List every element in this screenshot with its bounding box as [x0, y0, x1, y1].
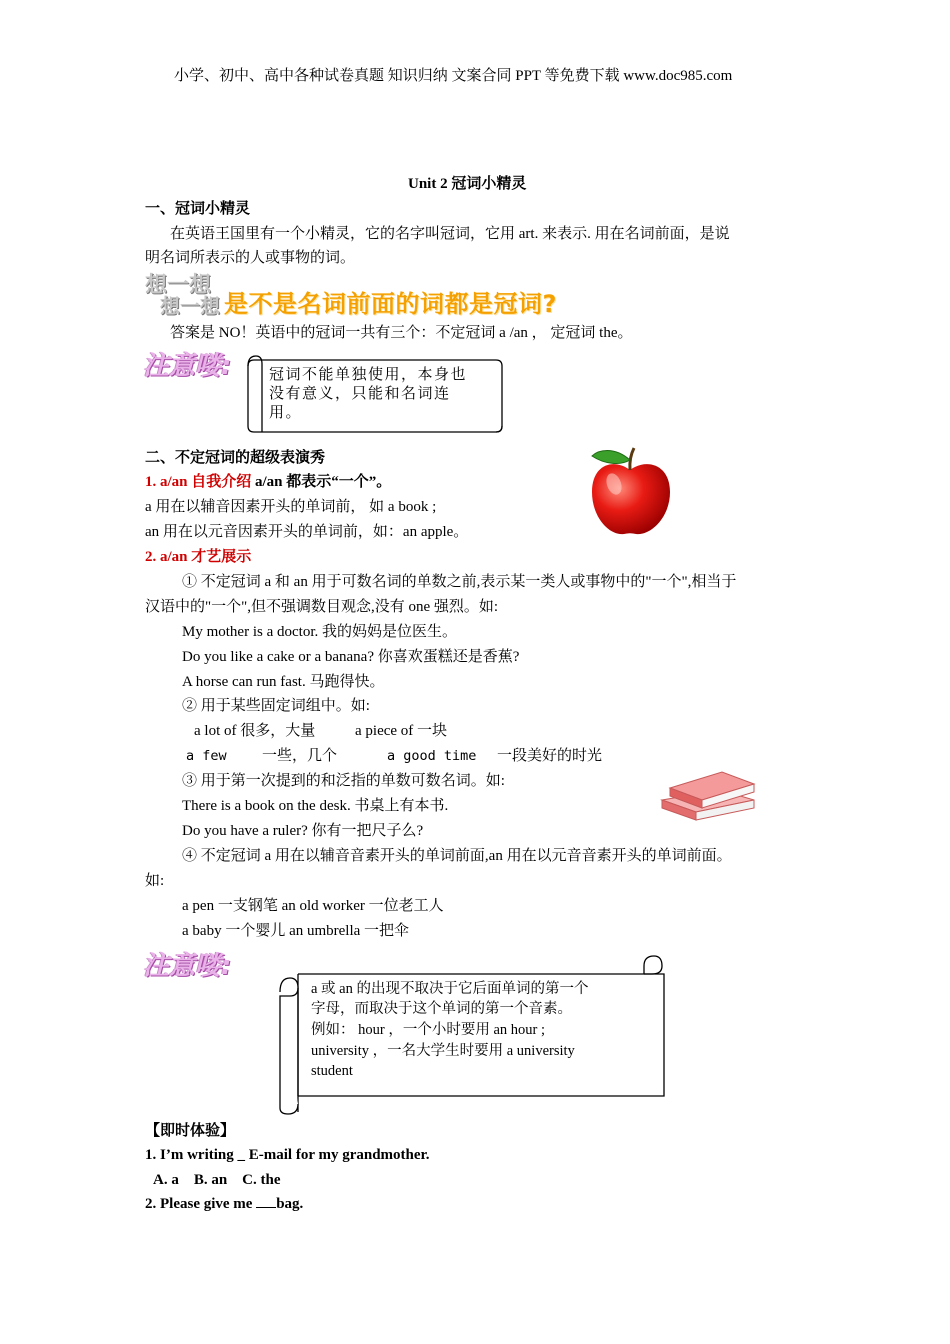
note2-line1: a 或 an 的出现不取决于它后面单词的第一个 — [311, 981, 589, 997]
phrase-a-lot-of: a lot of 很多，大量 — [194, 723, 316, 739]
think-decoration-bottom: 想一想 — [160, 294, 220, 318]
point4-line2: 如: — [145, 873, 165, 889]
note2-label: 注意喽: — [143, 951, 232, 981]
note2-line2: 字母，而取决于这个单词的第一个音素。 — [311, 1001, 572, 1017]
point2: ② 用于某些固定词组中。如: — [182, 698, 370, 714]
apple-icon — [584, 440, 676, 540]
phrase-a-few: a few — [186, 748, 227, 764]
books-icon — [656, 766, 760, 824]
point1-line2: 汉语中的"一个",但不强调数目观念,没有 one 强烈。如: — [145, 599, 499, 615]
practice-heading: 【即时体验】 — [145, 1123, 236, 1139]
note2-line5: student — [311, 1063, 353, 1079]
example-4: There is a book on the desk. 书桌上有本书. — [182, 798, 449, 814]
point4-line1: ④ 不定冠词 a 用在以辅音音素开头的单词前面,an 用在以元音音素开头的单词前面。 — [182, 848, 732, 864]
example-5: Do you have a ruler? 你有一把尺子么? — [182, 823, 424, 839]
point3: ③ 用于第一次提到的和泛指的单数可数名词。如: — [182, 773, 505, 789]
example-6: a pen 一支钢笔 an old worker 一位老工人 — [182, 898, 444, 914]
example-1: My mother is a doctor. 我的妈妈是位医生。 — [182, 624, 457, 640]
section2-heading: 二、不定冠词的超级表演秀 — [145, 450, 326, 466]
note2-line3: 例如： hour ，一个小时要用 an hour ; — [311, 1022, 545, 1038]
page-title: Unit 2 冠词小精灵 — [408, 176, 527, 192]
note1-label: 注意喽: — [143, 351, 232, 381]
show-line — [145, 547, 251, 567]
example-7: a baby 一个婴儿 an umbrella 一把伞 — [182, 923, 410, 939]
think-question: 是不是名词前面的词都是冠词? — [224, 290, 557, 318]
practice-question-2-prefix: 2. Please give me — [145, 1196, 257, 1212]
page-header: 小学、初中、高中各种试卷真题 知识归纳 文案合同 PPT 等免费下载 www.doc985.com — [174, 68, 733, 84]
intro-red-label: 1. a/an 自我介绍 — [145, 474, 252, 490]
practice-question-2 — [145, 1194, 303, 1214]
practice-question-2-suffix: bag. — [276, 1196, 304, 1212]
intro-line — [145, 472, 391, 492]
answer-blank[interactable] — [256, 1194, 276, 1208]
phrase-a-piece-of: a piece of 一块 — [355, 723, 448, 739]
think-answer: 答案是 NO！英语中的冠词一共有三个：不定冠词 a /an ， 定冠词 the。 — [170, 325, 633, 341]
phrase-a-few-meaning: 一些，几个 — [262, 748, 338, 764]
section1-paragraph-line1: 在英语王国里有一个小精灵，它的名字叫冠词，它用 art. 来表示. 用在名词前面，是说 — [170, 226, 730, 242]
example-3: A horse can run fast. 马跑得快。 — [182, 674, 385, 690]
rule-a: a 用在以辅音因素开头的单词前， 如 a book ; — [145, 499, 437, 515]
phrase-a-good-time: a good time — [387, 748, 477, 764]
example-2: Do you like a cake or a banana? 你喜欢蛋糕还是香蕉? — [182, 649, 520, 665]
point1-line1: ① 不定冠词 a 和 an 用于可数名词的单数之前,表示某一类人或事物中的"一个",相当于 — [182, 574, 737, 590]
practice-question-1-options: A. a B. an C. the — [153, 1172, 281, 1188]
show-red-label: 2. a/an 才艺展示 — [145, 549, 252, 565]
rule-an: an 用在以元音因素开头的单词前，如：an apple。 — [145, 524, 469, 540]
section1-paragraph-line2: 明名词所表示的人或事物的词。 — [145, 250, 356, 266]
think-decoration-top: 想一想 — [145, 273, 212, 298]
intro-bold-text: a/an 都表示“一个”。 — [251, 474, 392, 490]
note2-line4: university ，一名大学生时要用 a university — [311, 1043, 575, 1059]
practice-question-1: 1. I’m writing _ E-mail for my grandmother. — [145, 1147, 430, 1163]
phrase-a-good-time-meaning: 一段美好的时光 — [497, 748, 603, 764]
note1-text: 冠词不能单独使用，本身也没有意义，只能和名词连用。 — [269, 367, 468, 421]
section1-heading: 一、冠词小精灵 — [145, 201, 251, 217]
